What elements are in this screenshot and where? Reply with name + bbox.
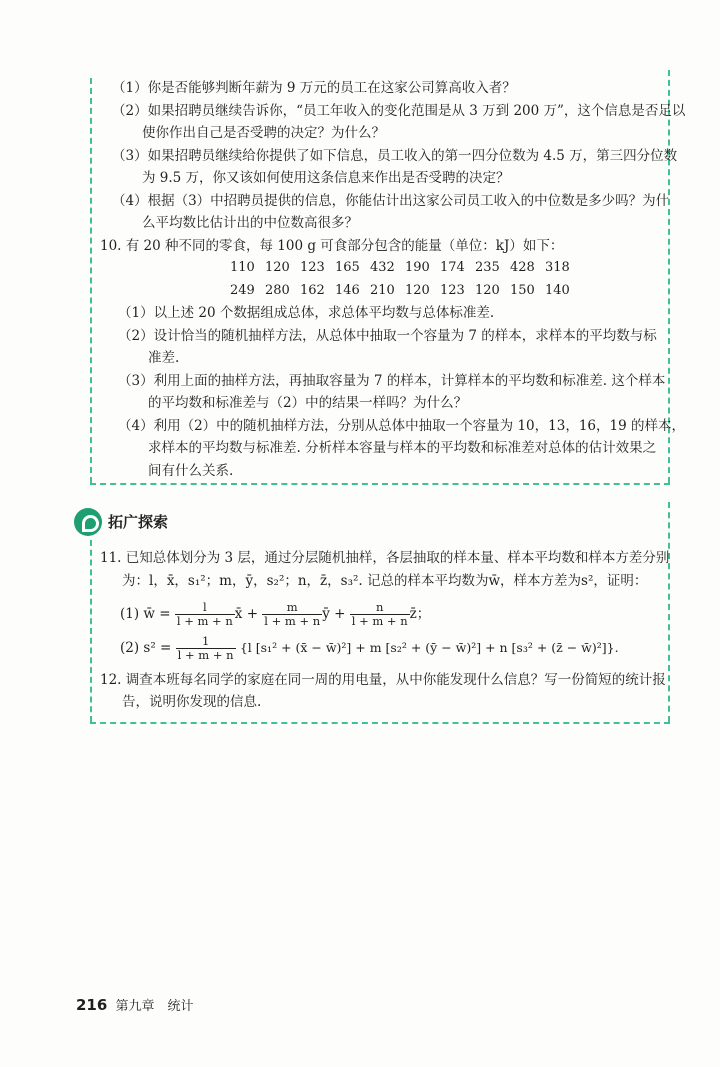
- frame-divider: [90, 483, 670, 485]
- chapter-title: 第九章 统计: [115, 999, 194, 1014]
- frame-left-lower: [90, 540, 92, 722]
- data-cell: 432: [370, 260, 395, 275]
- data-cell: 162: [300, 283, 325, 298]
- question-9-part-3: （3）如果招聘员继续给你提供了如下信息，员工收入的第一四分位数为 4.5 万，第三四分位数: [112, 148, 678, 164]
- data-cell: 123: [440, 283, 465, 298]
- formula-1-tail: ；: [416, 606, 431, 622]
- question-10-part-1: （1）以上述 20 个数据组成总体，求总体平均数与总体标准差.: [118, 305, 495, 321]
- fraction: [175, 601, 235, 628]
- fraction-numerator: m: [262, 601, 322, 615]
- frame-bottom: [90, 722, 670, 724]
- question-12-line-1: 12. 调查本班每名同学的家庭在同一周的用电量，从中你能发现什么信息？写一份简短的统计报: [100, 672, 666, 688]
- fraction-denominator: l + m + n: [264, 614, 321, 628]
- data-cell: 210: [370, 283, 395, 298]
- data-cell: 120: [265, 260, 290, 275]
- data-cell: 165: [335, 260, 360, 275]
- section-title: 拓广探索: [108, 513, 169, 531]
- formula-2-label: (2) s² =: [120, 640, 172, 656]
- frame-right-lower: [668, 502, 670, 722]
- data-cell: 235: [475, 260, 500, 275]
- fraction-denominator: l + m + n: [351, 614, 408, 628]
- formula-2-body: {l [s₁² + (x̄ − w̄)²] + m [s₂² + (ȳ − w̄)²] + n [s₃² + (z̄ − w̄)²]}.: [239, 640, 619, 655]
- question-12-line-2: 告，说明你发现的信息.: [122, 694, 262, 710]
- data-cell: 190: [405, 260, 430, 275]
- question-9-part-2-cont: 使你作出自己是否受聘的决定？为什么？: [142, 125, 385, 141]
- question-10-part-2-cont: 准差.: [148, 350, 180, 366]
- formula-2: [120, 632, 619, 664]
- data-cell: 140: [545, 283, 570, 298]
- question-9-part-4-cont: 么平均数比估计出的中位数高很多？: [142, 215, 358, 231]
- data-cell: 110: [230, 260, 255, 275]
- page-number: 216: [76, 996, 108, 1014]
- formula-1: [120, 598, 430, 630]
- data-cell: 249: [230, 283, 255, 298]
- fraction: [262, 601, 322, 628]
- operator: +: [334, 606, 346, 622]
- data-cell: 174: [440, 260, 465, 275]
- section-logo-icon: [74, 508, 102, 536]
- data-cell: 428: [510, 260, 535, 275]
- data-cell: 146: [335, 283, 360, 298]
- variable: z̄: [409, 606, 417, 622]
- data-cell: 120: [405, 283, 430, 298]
- formula-1-label: (1) w̄ =: [120, 606, 171, 622]
- fraction-numerator: 1: [176, 635, 236, 649]
- data-cell: 123: [300, 260, 325, 275]
- question-9-part-4: （4）根据（3）中招聘员提供的信息，你能估计出这家公司员工收入的中位数是多少吗？为什: [112, 193, 670, 209]
- page-footer: [76, 995, 193, 1014]
- data-cell: 318: [545, 260, 570, 275]
- fraction-numerator: l: [175, 601, 235, 615]
- question-11-line-1: 11. 已知总体划分为 3 层，通过分层随机抽样，各层抽取的样本量、样本平均数和样本方差分别: [100, 550, 670, 566]
- question-9-part-3-cont: 为 9.5 万，你又该如何使用这条信息来作出是否受聘的决定？: [142, 170, 510, 186]
- fraction-denominator: l + m + n: [176, 614, 233, 628]
- question-10-part-4-cont: 求样本的平均数与标准差. 分析样本容量与样本的平均数和标准差对总体的估计效果之: [148, 440, 657, 456]
- question-10-part-2: （2）设计恰当的随机抽样方法，从总体中抽取一个容量为 7 的样本，求样本的平均数与标: [118, 328, 657, 344]
- question-10-part-4: （4）利用（2）中的随机抽样方法，分别从总体中抽取一个容量为 10，13，16，19 的样本，: [118, 418, 685, 434]
- question-11-line-2: 为：l，x̄，s₁²；m，ȳ，s₂²；n，z̄，s₃². 记总的样本平均数为w̄，样本方差为s²，证明：: [122, 573, 648, 589]
- question-9-part-1: （1）你是否能够判断年薪为 9 万元的员工在这家公司算高收入者？: [112, 80, 516, 96]
- frame-left-upper: [90, 78, 92, 483]
- fraction-denominator: l + m + n: [177, 648, 234, 662]
- energy-data-table: [230, 260, 580, 298]
- question-10-part-3: （3）利用上面的抽样方法，再抽取容量为 7 的样本，计算样本的平均数和标准差. 这个样本: [118, 373, 666, 389]
- question-9-part-2: （2）如果招聘员继续告诉你，“员工年收入的变化范围是从 3 万到 200 万”，这个信息是否足以: [112, 103, 686, 119]
- question-10-part-3-cont: 的平均数和标准差与（2）中的结果一样吗？为什么？: [148, 395, 468, 411]
- fraction: [350, 601, 410, 628]
- question-10-part-4-cont2: 间有什么关系.: [148, 463, 234, 479]
- question-10-stem: 10. 有 20 种不同的零食，每 100 g 可食部分包含的能量（单位：kJ）如下：: [100, 238, 564, 254]
- data-cell: 120: [475, 283, 500, 298]
- fraction: [176, 635, 236, 662]
- variable: ȳ: [322, 606, 330, 622]
- data-cell: 150: [510, 283, 535, 298]
- variable: x̄: [234, 606, 243, 622]
- data-cell: 280: [265, 283, 290, 298]
- operator: +: [246, 606, 258, 622]
- fraction-numerator: n: [350, 601, 410, 615]
